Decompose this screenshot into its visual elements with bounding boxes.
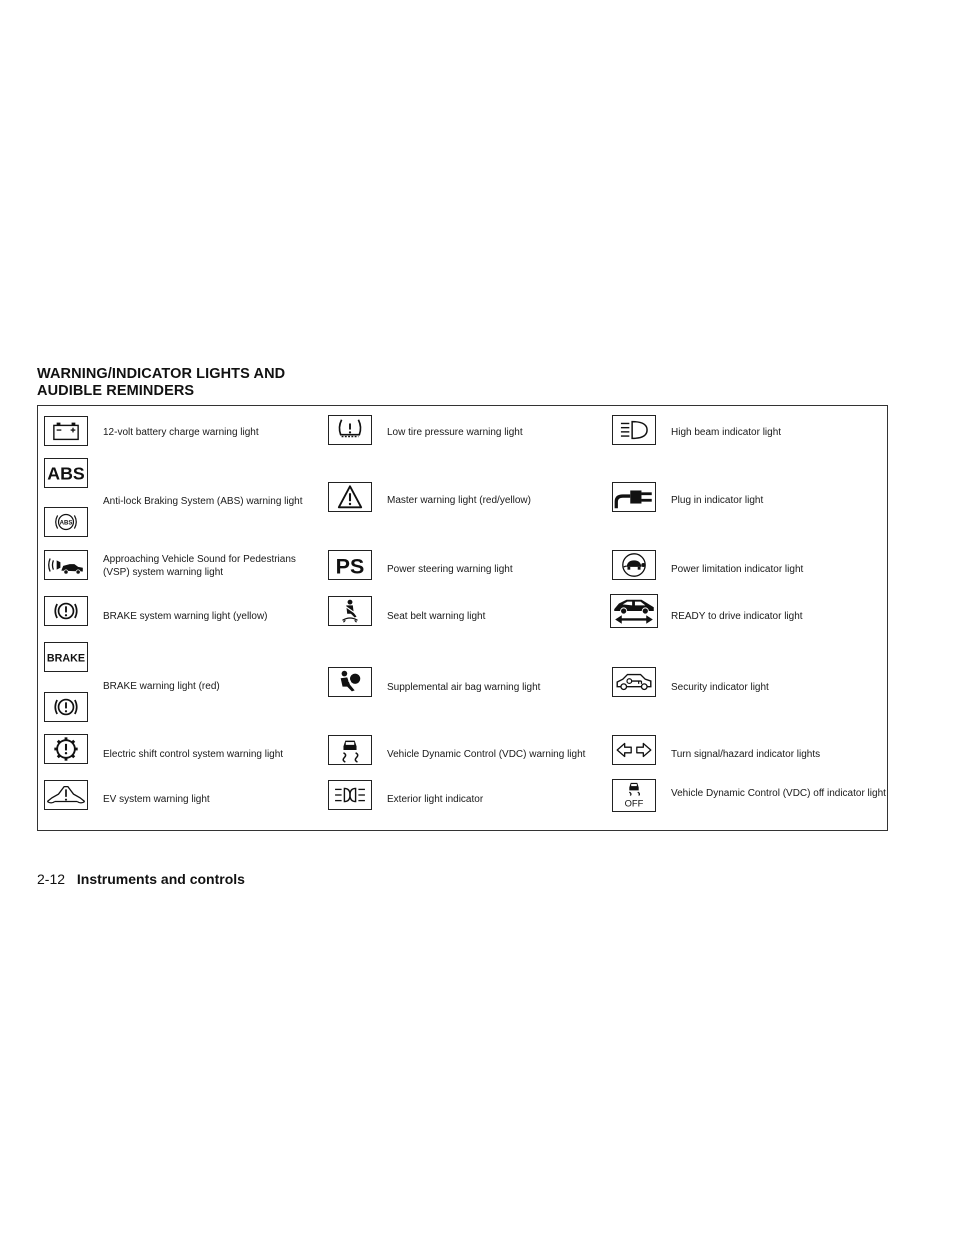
column-2 [328, 406, 612, 830]
turtle-icon [612, 550, 656, 580]
row-label: Vehicle Dynamic Control (VDC) off indicator light [671, 788, 886, 799]
abs-text: ABS [47, 463, 85, 484]
ready-car-icon [610, 594, 658, 628]
row-label: Approaching Vehicle Sound for Pedestrians (VSP) system warning light [103, 554, 296, 578]
row-label: Electric shift control system warning light [103, 749, 284, 760]
column-1 [44, 406, 328, 830]
abs-text-icon [44, 458, 88, 488]
vdc-off-icon [612, 779, 656, 812]
row-label: Seat belt warning light [387, 611, 486, 622]
row-label: BRAKE warning light (red) [103, 681, 220, 692]
brake-circle-icon [44, 596, 88, 626]
warning-triangle-icon [328, 482, 372, 512]
seat-belt-icon [328, 596, 372, 626]
section-name: Instruments and controls [76, 871, 245, 887]
vdc-skid-icon [328, 735, 372, 765]
row-label: Exterior light indicator [387, 794, 484, 805]
row-label: Power limitation indicator light [671, 564, 804, 575]
ps-text-icon [328, 550, 372, 580]
row-label: Plug in indicator light [671, 495, 764, 506]
brake-text: BRAKE [46, 652, 86, 665]
section-heading-line-2: AUDIBLE REMINDERS [37, 383, 195, 399]
vdc-off-text: OFF [624, 797, 644, 809]
row-label: Security indicator light [671, 682, 769, 693]
row-label: BRAKE system warning light (yellow) [103, 611, 268, 622]
row-label: 12-volt battery charge warning light [103, 427, 259, 438]
abs-circle-icon [44, 507, 88, 537]
ps-text: PS [335, 554, 365, 579]
indicator-lights-table [37, 405, 888, 831]
column-3 [612, 406, 896, 830]
exterior-light-icon [328, 780, 372, 810]
brake-circle-icon [44, 692, 88, 722]
abs-small-text: ABS [59, 520, 73, 527]
row-label: Supplemental air bag warning light [387, 682, 541, 693]
plug-icon [612, 482, 656, 512]
row-label: Power steering warning light [387, 564, 513, 575]
page-number: 2-12 [37, 871, 66, 887]
row-label: Master warning light (red/yellow) [387, 495, 531, 506]
ev-car-warning-icon [44, 780, 88, 810]
brake-text-icon [44, 642, 88, 672]
row-label: Low tire pressure warning light [387, 427, 523, 438]
gear-exclamation-icon [44, 734, 88, 764]
page-footer [37, 871, 245, 887]
high-beam-icon [612, 415, 656, 445]
security-car-key-icon [612, 667, 656, 697]
row-label: EV system warning light [103, 794, 210, 805]
turn-signal-arrows-icon [612, 735, 656, 765]
tire-pressure-icon [328, 415, 372, 445]
vsp-car-sound-icon [44, 550, 88, 580]
air-bag-icon [328, 667, 372, 697]
row-label: Anti-lock Braking System (ABS) warning light [103, 496, 303, 507]
battery-icon [44, 416, 88, 446]
row-label: Vehicle Dynamic Control (VDC) warning light [387, 749, 586, 760]
section-heading-line-1: WARNING/INDICATOR LIGHTS AND [37, 366, 286, 382]
section-heading [37, 366, 285, 400]
row-label: High beam indicator light [671, 427, 782, 438]
row-label: Turn signal/hazard indicator lights [671, 749, 821, 760]
row-label: READY to drive indicator light [671, 611, 803, 622]
